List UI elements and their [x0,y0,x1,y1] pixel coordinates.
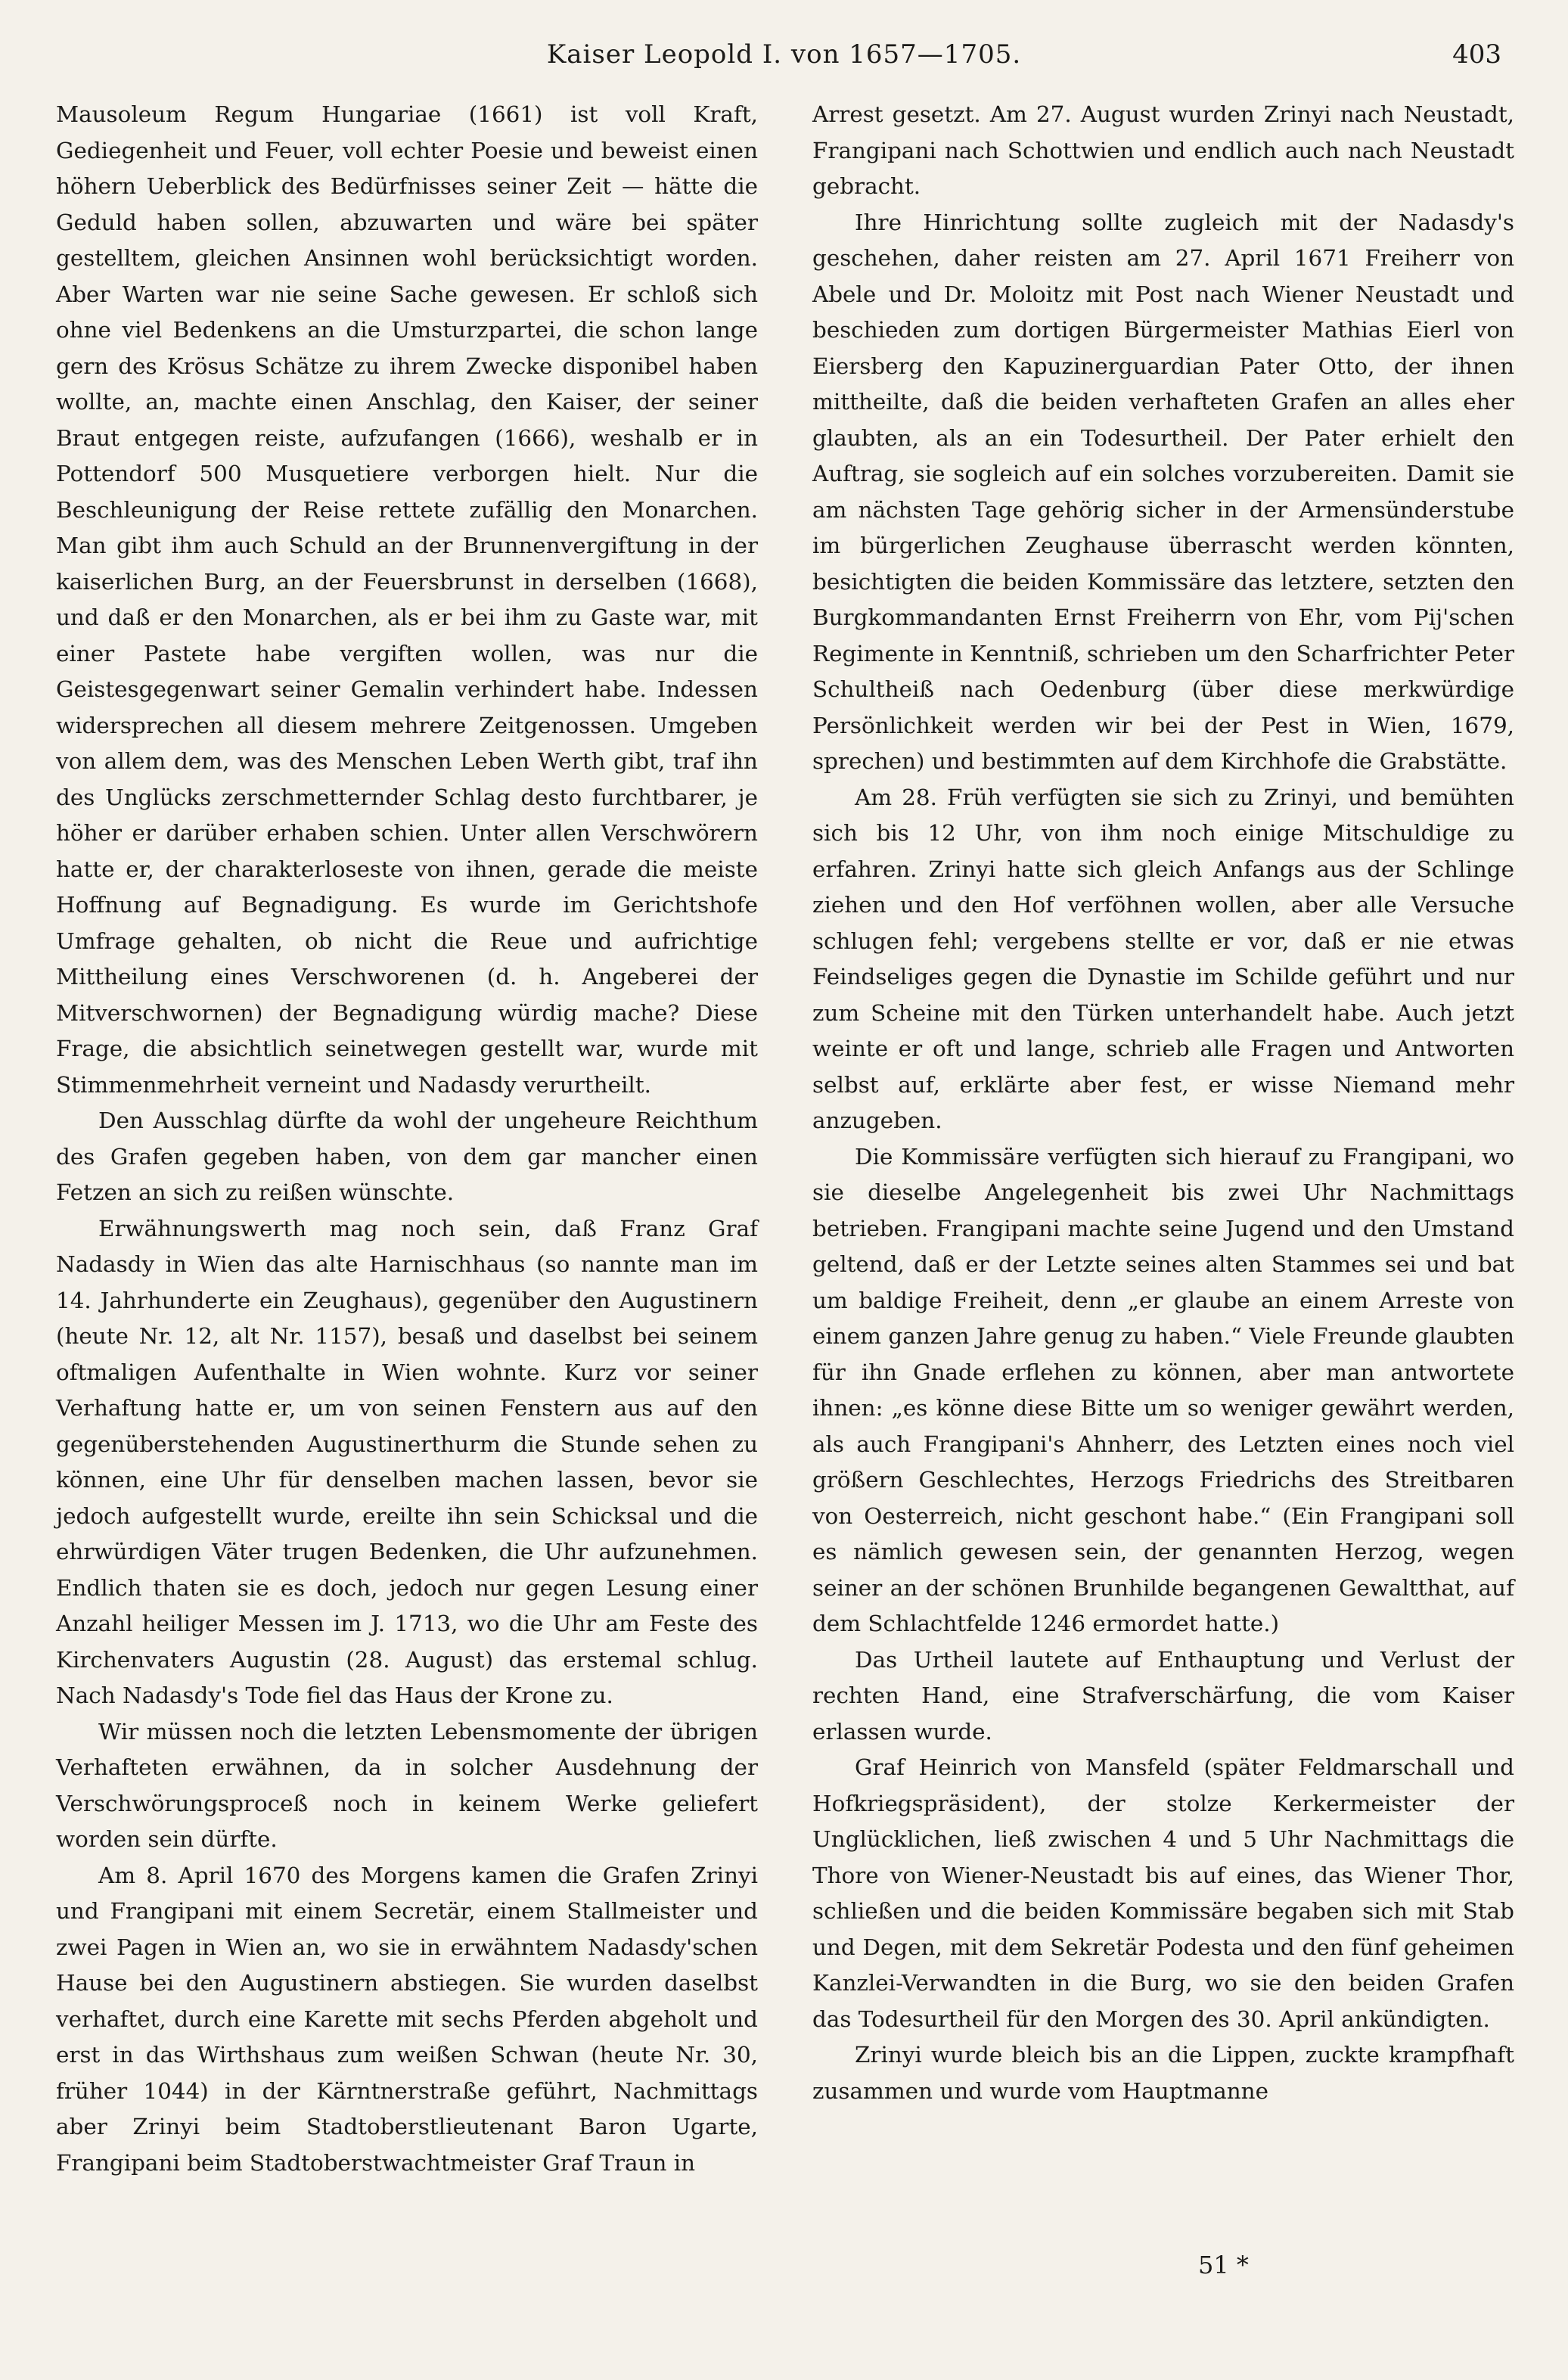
paragraph: Am 28. Früh verfügten sie sich zu Zrinyi, und bemühten sich bis 12 Uhr, von ihm noch einige Mitschuldige zu erfahren. Zrinyi hatte sich gleich Anfangs aus der Schlinge ziehen und den Hof verföhnen wollen, aber alle Versuche schlugen fehl; vergebens stellte er vor, daß er nie etwas Feindseliges gegen die Dynastie im Schilde geführt und nur zum Scheine mit den Türken unterhandelt habe. Auch jetzt weinte er oft und lange, schrieb alle Fragen und Antworten selbst auf, erklärte aber fest, er wisse Niemand mehr anzugeben. [812,784,1514,1133]
paragraph: Ihre Hinrichtung sollte zugleich mit der Nadasdy's geschehen, daher reisten am 27. April 1671 Freiherr von Abele und Dr. Moloitz mit Post nach Wiener Neustadt und beschieden zum dortigen Bürgermeister Mathias Eierl von Eiersberg den Kapuzinerguardian Pater Otto, der ihnen mittheilte, daß die beiden verhafteten Grafen an alles eher glaubten, als an ein Todesurtheil. Der Pater erhielt den Auftrag, sie sogleich auf ein solches vorzubereiten. Damit sie am nächsten Tage gehörig sicher in der Armensünderstube im bürgerlichen Zeughause überrascht werden könnten, besichtigten die beiden Kommissäre das letztere, setzten den Burgkommandanten Ernst Freiherrn von Ehr, vom Pij'schen Regimente in Kenntniß, schrieben um den Scharfrichter Peter Schultheiß nach Oedenburg (über diese merkwürdige Persönlichkeit werden wir bei der Pest in Wien, 1679, sprechen) und bestimmten auf dem Kirchhofe die Grabstätte. [812,209,1514,774]
signature-mark: 51 * [1198,2251,1249,2279]
left-column [56,97,758,2181]
page-header [61,39,1507,85]
paragraph: Zrinyi wurde bleich bis an die Lippen, zuckte krampfhaft zusammen und wurde vom Hauptmanne [812,2042,1514,2104]
paragraph: Arrest gesetzt. Am 27. August wurden Zrinyi nach Neustadt, Frangipani nach Schottwien und endlich auch nach Neustadt gebracht. [812,101,1514,199]
paragraph: Mausoleum Regum Hungariae (1661) ist voll Kraft, Gediegenheit und Feuer, voll echter Poesie und beweist einen höhern Ueberblick des Bedürfnisses seiner Zeit — hätte die Geduld haben sollen, abzuwarten und wäre bei später gestelltem, gleichen Ansinnen wohl berücksichtigt worden. Aber Warten war nie seine Sache gewesen. Er schloß sich ohne viel Bedenkens an die Umsturzpartei, die schon lange gern des Krösus Schätze zu ihrem Zwecke disponibel haben wollte, an, machte einen Anschlag, den Kaiser, der seiner Braut entgegen reiste, aufzufangen (1666), weshalb er in Pottendorf 500 Musquetiere verborgen hielt. Nur die Beschleunigung der Reise rettete zufällig den Monarchen. Man gibt ihm auch Schuld an der Brunnenvergiftung in der kaiserlichen Burg, an der Feuersbrunst in derselben (1668), und daß er den Monarchen, als er bei ihm zu Gaste war, mit einer Pastete habe vergiften wollen, was nur die Geistesgegenwart seiner Gemalin verhindert habe. Indessen widersprechen all diesem mehrere Zeitgenossen. Umgeben von allem dem, was des Menschen Leben Werth gibt, traf ihn des Unglücks zerschmetternder Schlag desto furchtbarer, je höher er darüber erhaben schien. Unter allen Verschwörern hatte er, der charakterloseste von ihnen, gerade die meiste Hoffnung auf Begnadigung. Es wurde im Gerichtshofe Umfrage gehalten, ob nicht die Reue und aufrichtige Mittheilung eines Verschworenen (d. h. Angeberei der Mitverschwornen) der Begnadigung würdig mache? Diese Frage, die absichtlich seinetwegen gestellt war, wurde mit Stimmenmehrheit verneint und Nadasdy verurtheilt. [56,101,758,1098]
right-column [812,97,1514,2109]
page-number: 403 [1452,39,1501,70]
paragraph: Wir müssen noch die letzten Lebensmomente der übrigen Verhafteten erwähnen, da in solcher Ausdehnung der Verschwörungsproceß noch in keinem Werke geliefert worden sein dürfte. [56,1718,758,1852]
text-columns [56,97,1516,2238]
paragraph: Das Urtheil lautete auf Enthauptung und Verlust der rechten Hand, eine Strafverschärfung, die vom Kaiser erlassen wurde. [812,1646,1514,1745]
paragraph: Am 8. April 1670 des Morgens kamen die Grafen Zrinyi und Frangipani mit einem Secretär, einem Stallmeister und zwei Pagen in Wien an, wo sie in erwähntem Nadasdy'schen Hause bei den Augustinern abstiegen. Sie wurden daselbst verhaftet, durch eine Karette mit sechs Pferden abgeholt und erst in das Wirthshaus zum weißen Schwan (heute Nr. 30, früher 1044) in der Kärntnerstraße geführt, Nachmittags aber Zrinyi beim Stadtoberstlieutenant Baron Ugarte, Frangipani beim Stadtoberstwachtmeister Graf Traun in [56,1862,758,2176]
paragraph: Erwähnungswerth mag noch sein, daß Franz Graf Nadasdy in Wien das alte Harnischhaus (so nannte man im 14. Jahrhunderte ein Zeughaus), gegenüber den Augustinern (heute Nr. 12, alt Nr. 1157), besaß und daselbst bei seinem oftmaligen Aufenthalte in Wien wohnte. Kurz vor seiner Verhaftung hatte er, um von seinen Fenstern aus auf den gegenüberstehenden Augustinerthurm die Stunde sehen zu können, eine Uhr für denselben machen lassen, bevor sie jedoch aufgestellt wurde, ereilte ihn sein Schicksal und die ehrwürdigen Väter trugen Bedenken, die Uhr aufzunehmen. Endlich thaten sie es doch, jedoch nur gegen Lesung einer Anzahl heiliger Messen im J. 1713, wo die Uhr am Feste des Kirchenvaters Augustin (28. August) das erstemal schlug. Nach Nadasdy's Tode fiel das Haus der Krone zu. [56,1215,758,1708]
running-title: Kaiser Leopold I. von 1657—1705. [546,39,1022,70]
paragraph: Den Ausschlag dürfte da wohl der ungeheure Reichthum des Grafen gegeben haben, von dem gar mancher einen Fetzen an sich zu reißen wünschte. [56,1108,758,1205]
paragraph: Graf Heinrich von Mansfeld (später Feldmarschall und Hofkriegspräsident), der stolze Kerkermeister der Unglücklichen, ließ zwischen 4 und 5 Uhr Nachmittags die Thore von Wiener-Neustadt bis auf eines, das Wiener Thor, schließen und die beiden Kommissäre begaben sich mit Stab und Degen, mit dem Sekretär Podesta und den fünf geheimen Kanzlei-Verwandten in die Burg, wo sie den beiden Grafen das Todesurtheil für den Morgen des 30. April ankündigten. [812,1754,1514,2032]
paragraph: Die Kommissäre verfügten sich hierauf zu Frangipani, wo sie dieselbe Angelegenheit bis zwei Uhr Nachmittags betrieben. Frangipani machte seine Jugend und den Umstand geltend, daß er der Letzte seines alten Stammes sei und bat um baldige Freiheit, denn „er glaube an einem Arreste von einem ganzen Jahre genug zu haben.“ Viele Freunde glaubten für ihn Gnade erflehen zu können, aber man antwortete ihnen: „es könne diese Bitte um so weniger gewährt werden, als auch Frangipani's Ahnherr, des Letzten eines noch viel größern Geschlechtes, Herzogs Friedrichs des Streitbaren von Oesterreich, nicht geschont habe.“ (Ein Frangipani soll es nämlich gewesen sein, der genannten Herzog, wegen seiner an der schönen Brunhilde begangenen Gewaltthat, auf dem Schlachtfelde 1246 ermordet hatte.) [812,1143,1514,1636]
